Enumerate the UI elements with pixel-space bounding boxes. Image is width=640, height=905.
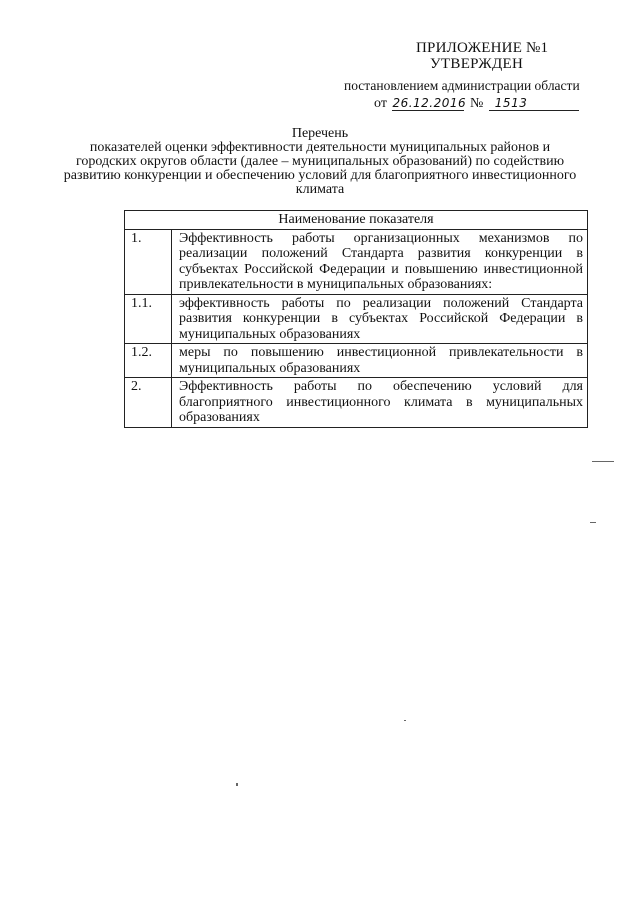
table-row	[125, 378, 588, 428]
handwritten-number: 1513	[489, 96, 579, 111]
heading-subtitle: показателей оценки эффективности деятельности муниципальных районов и городских округов области (далее – муниципальных образований) по содействию развитию конкуренции и обеспечению условий для благоприятного инвестиционного климата	[63, 140, 577, 197]
number-prefix: №	[469, 96, 484, 111]
heading-title: Перечень	[291, 126, 349, 141]
approved-by-text: постановлением администрации области	[344, 78, 580, 93]
table-row	[125, 229, 588, 294]
row-number: 1.1.	[125, 294, 172, 344]
handwritten-date: 26.12.2016	[392, 96, 467, 110]
row-number: 1.2.	[125, 344, 172, 378]
scan-speck	[592, 461, 614, 462]
row-number: 1.	[125, 229, 172, 294]
row-text: Эффективность работы по обеспечению условий для благоприятного инвестиционного климата в муниципальных образованиях	[172, 378, 588, 428]
approved-label: УТВЕРЖДЕН	[430, 56, 524, 72]
indicators-table	[124, 210, 588, 428]
decree-date-line	[374, 96, 579, 112]
table-header-row	[125, 211, 588, 230]
row-text: меры по повышению инвестиционной привлекательности в муниципальных образованиях	[172, 344, 588, 378]
row-text: Эффективность работы организационных механизмов по реализации положений Стандарта развития конкуренции в субъектах Российской Федерации и повышению инвестиционной привлекательности в муниципальных образованиях:	[172, 229, 588, 294]
scan-speck	[236, 783, 238, 786]
table-row	[125, 294, 588, 344]
document-heading	[0, 127, 640, 197]
scan-speck	[590, 522, 596, 523]
table-header-cell: Наименование показателя	[125, 211, 588, 230]
scan-speck	[404, 720, 406, 721]
date-prefix: от	[374, 96, 387, 111]
appendix-title: ПРИЛОЖЕНИЕ №1	[416, 40, 549, 56]
row-number: 2.	[125, 378, 172, 428]
table-row	[125, 344, 588, 378]
row-text: эффективность работы по реализации положений Стандарта развития конкуренции в субъектах Российской Федерации в муниципальных образованиях	[172, 294, 588, 344]
